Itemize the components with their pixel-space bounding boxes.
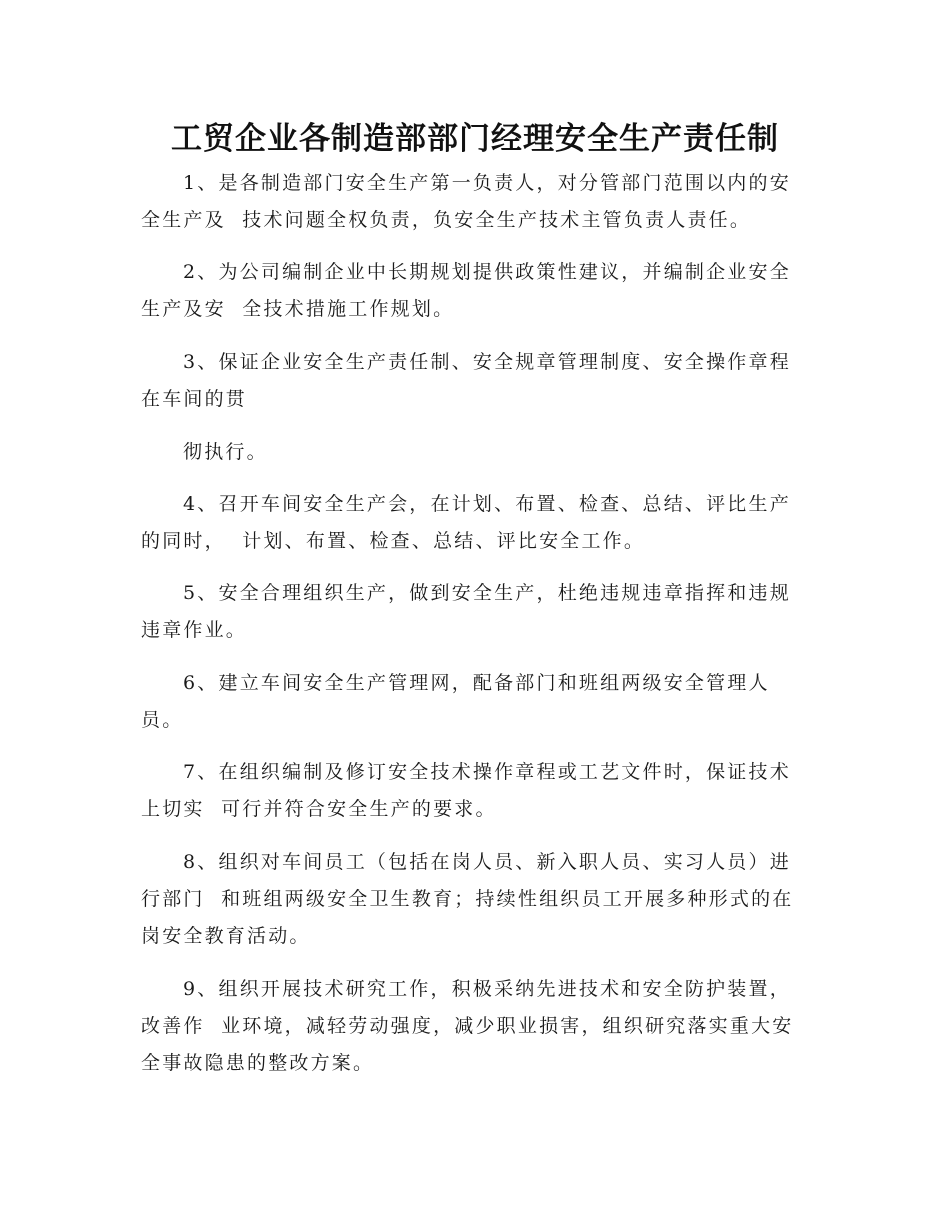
paragraph-9-line-2: 改善作 业环境，减轻劳动强度，减少职业损害，组织研究落实重大安: [141, 1015, 794, 1037]
paragraph-9-line-3: 全事故隐患的整改方案。: [141, 1052, 375, 1074]
paragraph-8-line-3: 岗安全教育活动。: [141, 925, 311, 947]
paragraph-9-line-1: 9、组织开展技术研究工作，积极采纳先进技术和安全防护装置，: [183, 978, 791, 1000]
paragraph-1-line-2: 全生产及 技术问题全权负责，负安全生产技术主管负责人责任。: [141, 209, 752, 231]
paragraph-8-line-2: 行部门 和班组两级安全卫生教育；持续性组织员工开展多种形式的在: [141, 888, 794, 910]
paragraph-3-line-3: 彻执行。: [183, 441, 268, 463]
paragraph-6-line-1: 6、建立车间安全生产管理网，配备部门和班组两级安全管理人: [183, 672, 770, 694]
paragraph-3-line-2: 在车间的贯: [141, 388, 248, 410]
paragraph-2-line-1: 2、为公司编制企业中长期规划提供政策性建议，并编制企业安全: [183, 261, 791, 283]
paragraph-7-line-1: 7、在组织编制及修订安全技术操作章程或工艺文件时，保证技术: [183, 761, 791, 783]
paragraph-8-line-1: 8、组织对车间员工（包括在岗人员、新入职人员、实习人员）进: [183, 851, 791, 873]
paragraph-7-line-2: 上切实 可行并符合安全生产的要求。: [141, 798, 497, 820]
paragraph-1-line-1: 1、是各制造部门安全生产第一负责人，对分管部门范围以内的安: [183, 172, 791, 194]
paragraph-5-line-1: 5、安全合理组织生产，做到安全生产，杜绝违规违章指挥和违规: [183, 582, 791, 604]
paragraph-3-line-1: 3、保证企业安全生产责任制、安全规章管理制度、安全操作章程: [183, 351, 791, 373]
paragraph-5-line-2: 违章作业。: [141, 619, 248, 641]
paragraph-4-line-1: 4、召开车间安全生产会，在计划、布置、检查、总结、评比生产: [183, 493, 791, 515]
paragraph-4-line-2: 的同时， 计划、布置、检查、总结、评比安全工作。: [141, 530, 646, 552]
document-title: 工贸企业各制造部部门经理安全生产责任制: [171, 121, 779, 157]
paragraph-6-line-2: 员。: [141, 709, 184, 731]
paragraph-2-line-2: 生产及安 全技术措施工作规划。: [141, 298, 455, 320]
